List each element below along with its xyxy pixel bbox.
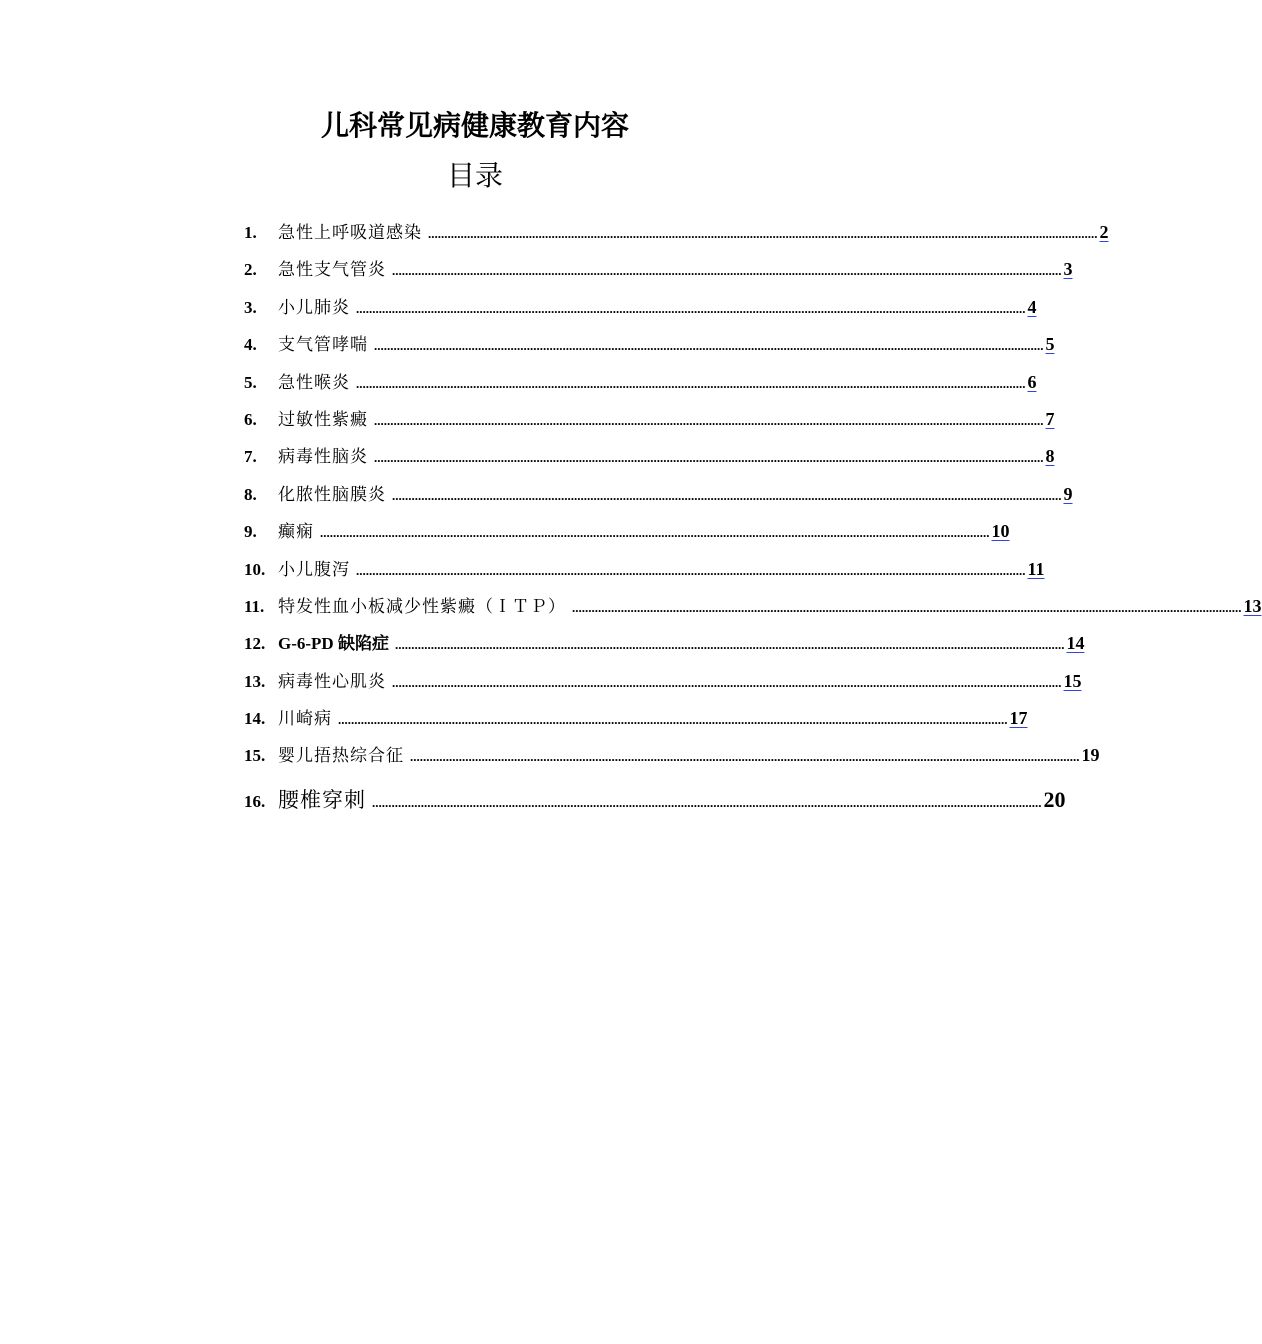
toc-dot-leader: .............................................................................................................................................................................................................. [356,562,1026,578]
toc-page-link[interactable]: 13 [1243,595,1262,616]
toc-page-link[interactable]: 9 [1063,483,1073,504]
toc-entry[interactable] [244,251,1073,288]
toc-entry-title: 川崎病 [278,709,332,730]
toc-entry-number: 6. [244,409,257,429]
document-title: 儿科常见病健康教育内容 [320,109,629,142]
toc-entry[interactable] [244,326,1055,363]
toc-entry-title: 急性支气管炎 [278,260,386,281]
toc-entry-number: 2. [244,260,257,280]
toc-entry-number: 12. [244,634,266,654]
toc-page-link[interactable]: 8 [1045,446,1055,467]
toc-entry-title: 腰椎穿刺 [278,787,366,812]
toc-entry-title: 婴儿捂热综合征 [278,746,404,767]
toc-dot-leader: .............................................................................................................................................................................................................. [356,375,1026,391]
toc-entry[interactable] [244,588,1262,625]
toc-page-link[interactable]: 11 [1027,558,1045,579]
toc-dot-leader: .............................................................................................................................................................................................................. [320,525,990,541]
toc-dot-leader: .............................................................................................................................................................................................................. [392,263,1062,279]
toc-entry-number: 7. [244,447,257,467]
toc-entry[interactable] [244,551,1045,588]
toc-page-link[interactable]: 5 [1045,334,1055,355]
toc-dot-leader: .............................................................................................................................................................................................................. [392,487,1062,503]
toc-dot-leader: .............................................................................................................................................................................................................. [372,794,1042,810]
toc-entry-number: 14. [244,709,266,729]
toc-heading: 目录 [446,159,503,192]
toc-dot-leader: .............................................................................................................................................................................................................. [394,637,1065,653]
toc-entry-number: 5. [244,372,257,392]
toc-entry-number: 1. [244,223,257,242]
toc-entry-title: 过敏性紫癜 [278,409,368,430]
toc-entry[interactable] [244,214,1109,251]
toc-entry-title: 癫痫 [278,522,314,543]
toc-entry-number: 11. [244,596,265,616]
toc-page-link[interactable]: 15 [1063,670,1082,691]
toc-page-link[interactable]: 3 [1063,259,1073,280]
toc-entry-title: 支气管哮喘 [278,335,368,356]
toc-page-link[interactable]: 17 [1009,708,1028,729]
toc-page-link[interactable]: 4 [1027,296,1037,317]
toc-entry[interactable] [244,663,1082,700]
toc-page-link[interactable]: 7 [1045,408,1055,429]
toc-entry-title: 病毒性脑炎 [278,447,368,468]
toc-entry[interactable] [244,401,1055,438]
toc-entry-number: 9. [244,522,257,542]
toc-entry[interactable] [244,438,1055,475]
toc-page-number[interactable]: 19 [1081,745,1100,766]
toc-entry[interactable] [244,289,1037,326]
toc-page-link[interactable]: 2 [1099,222,1109,242]
toc-dot-leader: .............................................................................................................................................................................................................. [374,412,1044,428]
toc-entry-number: 4. [244,335,257,355]
toc-entry-number: 10. [244,559,266,579]
toc-entry[interactable] [244,364,1037,401]
toc-entry-number: 16. [244,791,266,811]
toc-dot-leader: .............................................................................................................................................................................................................. [374,450,1044,466]
toc-entry-title: 化脓性脑膜炎 [278,484,386,505]
table-of-contents [244,214,1262,821]
toc-dot-leader: .............................................................................................................................................................................................................. [572,599,1242,615]
toc-entry[interactable] [244,775,1066,821]
toc-dot-leader: .............................................................................................................................................................................................................. [410,749,1080,765]
toc-entry[interactable] [244,700,1028,737]
toc-entry[interactable] [244,513,1010,550]
toc-entry-number: 8. [244,484,257,504]
toc-entry-number: 3. [244,297,257,317]
toc-page-link[interactable]: 10 [991,521,1010,542]
toc-dot-leader: .............................................................................................................................................................................................................. [428,226,1098,241]
toc-entry-title: 特发性血小板减少性紫癜（ＩＴＰ） [278,596,566,617]
toc-entry[interactable] [244,476,1073,513]
toc-entry-title: 病毒性心肌炎 [278,671,386,692]
toc-entry-title: 小儿肺炎 [278,297,350,318]
toc-page-link[interactable]: 6 [1027,371,1037,392]
toc-dot-leader: .............................................................................................................................................................................................................. [374,338,1044,354]
toc-entry[interactable] [244,625,1085,662]
toc-entry-title: 急性喉炎 [278,372,350,393]
toc-entry-title: G-6-PD 缺陷症 [278,634,389,654]
toc-dot-leader: .............................................................................................................................................................................................................. [338,712,1008,728]
toc-dot-leader: .............................................................................................................................................................................................................. [356,300,1026,316]
toc-entry-number: 15. [244,746,266,766]
toc-entry-title: 急性上呼吸道感染 [278,223,422,243]
toc-entry[interactable] [244,737,1100,774]
toc-page-link[interactable]: 14 [1066,633,1085,654]
toc-page-number[interactable]: 20 [1043,786,1066,812]
toc-entry-number: 13. [244,671,266,691]
toc-entry-title: 小儿腹泻 [278,559,350,580]
toc-dot-leader: .............................................................................................................................................................................................................. [392,674,1062,690]
